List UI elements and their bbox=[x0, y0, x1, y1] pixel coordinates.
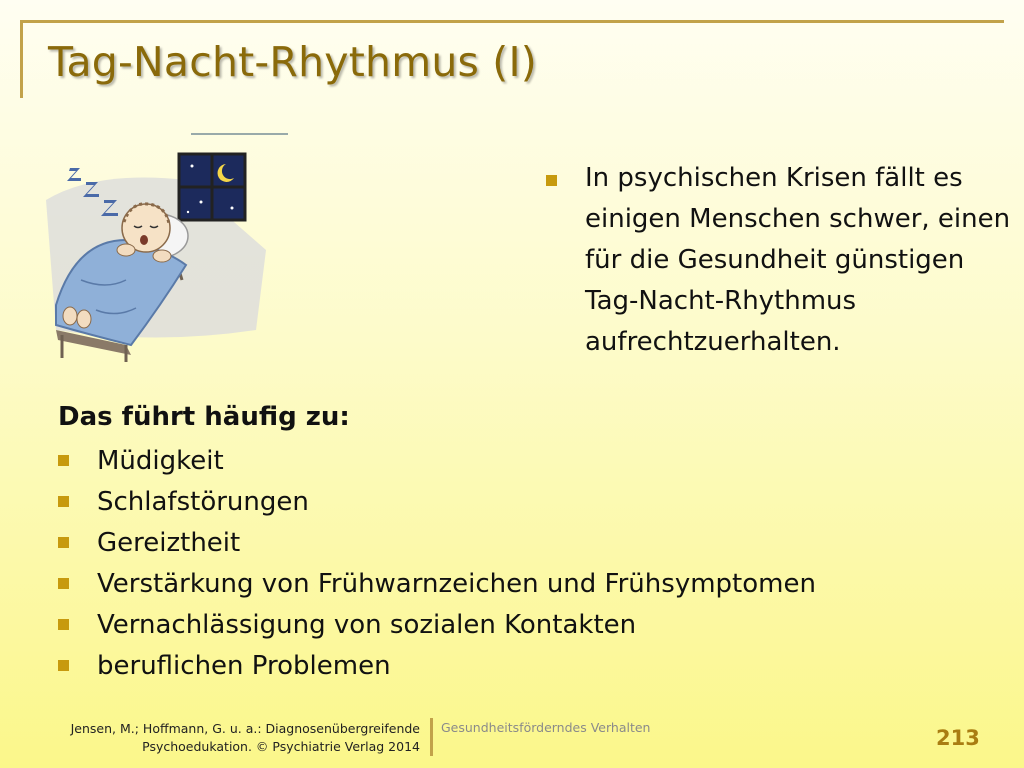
intro-bullet bbox=[546, 158, 1016, 363]
bullet-square-icon bbox=[58, 578, 69, 589]
footer-citation-line2: Psychoedukation. © Psychiatrie Verlag 2014 bbox=[142, 739, 420, 754]
bullet-square-icon bbox=[58, 537, 69, 548]
bullet-square-icon bbox=[546, 175, 557, 186]
list-item-text: Gereiztheit bbox=[97, 527, 241, 558]
intro-bullet-text: In psychischen Krisen fällt es einigen Menschen schwer, einen für die Gesundheit günstigen Tag-Nacht-Rhythmus aufrechtzuerhalten. bbox=[585, 163, 1011, 357]
footer-divider bbox=[430, 718, 433, 756]
list-item bbox=[58, 481, 816, 522]
bullet-square-icon bbox=[58, 619, 69, 630]
footer-section-label: Gesundheitsförderndes Verhalten bbox=[441, 720, 651, 735]
bullet-square-icon bbox=[58, 496, 69, 507]
list-item bbox=[58, 440, 816, 481]
consequence-list bbox=[58, 440, 816, 686]
list-item-text: Verstärkung von Frühwarnzeichen und Frühsymptomen bbox=[97, 568, 816, 599]
list-item bbox=[58, 645, 816, 686]
footer-citation bbox=[40, 720, 420, 756]
list-item-text: Schlafstörungen bbox=[97, 486, 309, 517]
list-item-text: Müdigkeit bbox=[97, 445, 224, 476]
list-item bbox=[58, 604, 816, 645]
left-frame-line bbox=[20, 20, 23, 98]
page-number: 213 bbox=[936, 726, 980, 750]
list-item bbox=[58, 563, 816, 604]
list-item-text: Vernachlässigung von sozialen Kontakten bbox=[97, 609, 637, 640]
sleeping-person-icon bbox=[36, 130, 292, 380]
top-frame-line bbox=[20, 20, 1004, 23]
night-window-icon bbox=[179, 154, 245, 220]
footer-citation-line1: Jensen, M.; Hoffmann, G. u. a.: Diagnosenübergreifende bbox=[70, 721, 420, 736]
list-heading: Das führt häufig zu: bbox=[58, 402, 350, 432]
list-item-text: beruflichen Problemen bbox=[97, 650, 391, 681]
list-item bbox=[58, 522, 816, 563]
bullet-square-icon bbox=[58, 455, 69, 466]
bullet-square-icon bbox=[58, 660, 69, 671]
slide-title: Tag-Nacht-Rhythmus (I) bbox=[48, 38, 537, 86]
